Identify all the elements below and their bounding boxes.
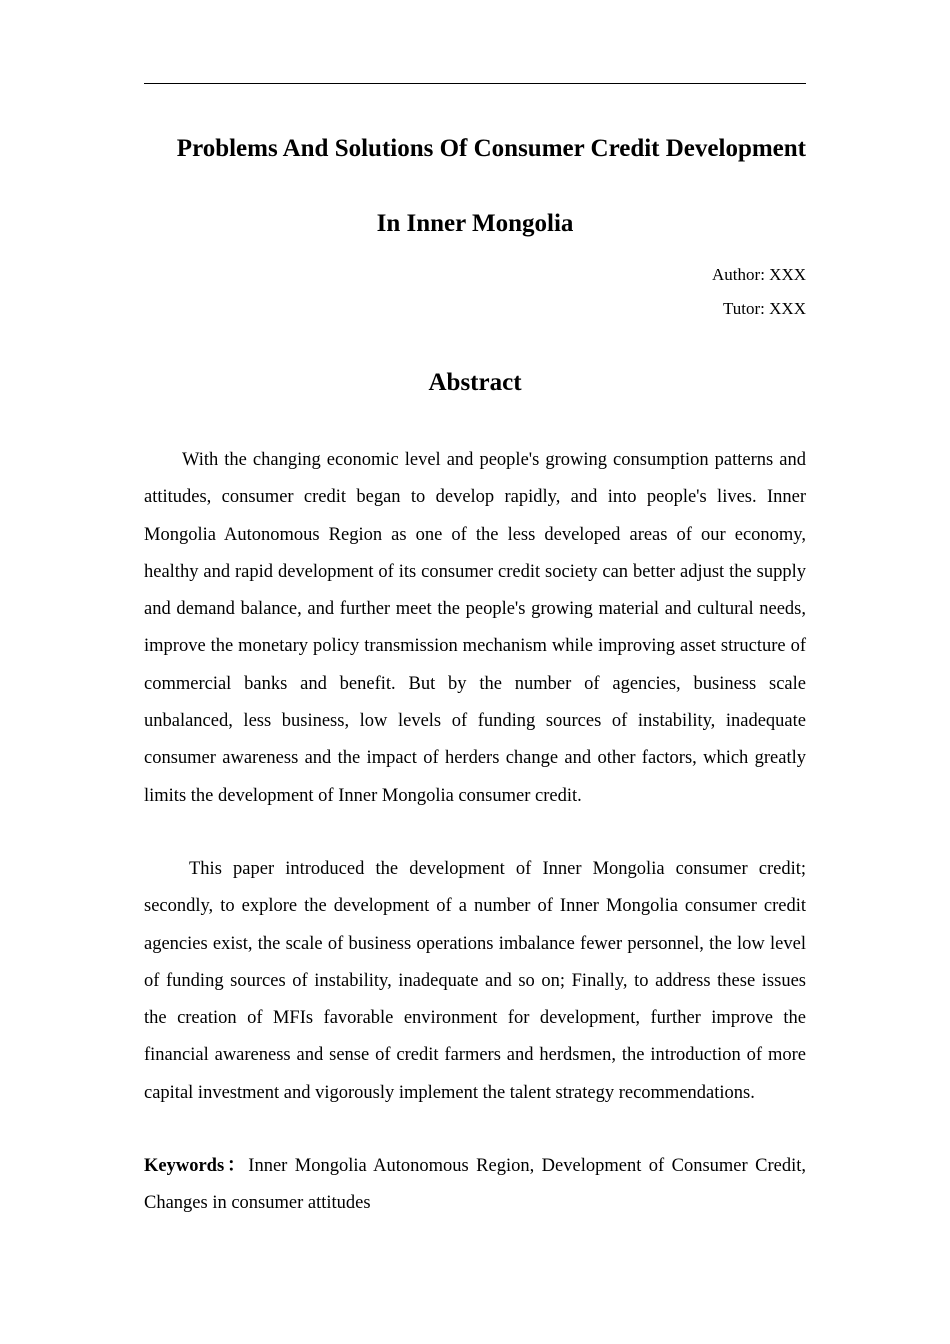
author-line: Author: XXX xyxy=(712,265,806,284)
paper-title-line-1: Problems And Solutions Of Consumer Credit Development xyxy=(176,135,806,162)
tutor-line: Tutor: XXX xyxy=(723,299,806,318)
abstract-paragraph-2: This paper introduced the development of Inner Mongolia consumer credit; secondly, to explore the development of a number of Inner Mongolia consumer credit agencies exist, the scale of business operations imbalance fewer personnel, the low level of funding sources of instability, inadequate and so on; Finally, to address these issues the creation of MFIs favorable environment for development, further improve the financial awareness and sense of credit farmers and herdsmen, the introduction of more capital investment and vigorously implement the talent strategy recommendations. xyxy=(144,859,806,1103)
abstract-paragraph-1: With the changing economic level and people's growing consumption patterns and attitudes, consumer credit began to develop rapidly, and into people's lives. Inner Mongolia Autonomous Region as one of the less developed areas of our economy, healthy and rapid development of its consumer credit society can better adjust the supply and demand balance, and further meet the people's growing material and cultural needs, improve the monetary policy transmission mechanism while improving asset structure of commercial banks and benefit. But by the number of agencies, business scale unbalanced, less business, low levels of funding sources of instability, inadequate consumer awareness and the impact of herders change and other factors, which greatly limits the development of Inner Mongolia consumer credit. xyxy=(144,450,806,806)
abstract-heading: Abstract xyxy=(428,369,522,396)
keywords-text: Inner Mongolia Autonomous Region, Development of Consumer Credit, Changes in consumer attitudes xyxy=(144,1156,806,1214)
keywords-line xyxy=(144,1148,806,1223)
keywords-label: Keywords： xyxy=(144,1156,249,1176)
paper-title-line-2: In Inner Mongolia xyxy=(376,210,574,237)
header-rule xyxy=(144,83,806,84)
document-page xyxy=(144,0,806,1344)
